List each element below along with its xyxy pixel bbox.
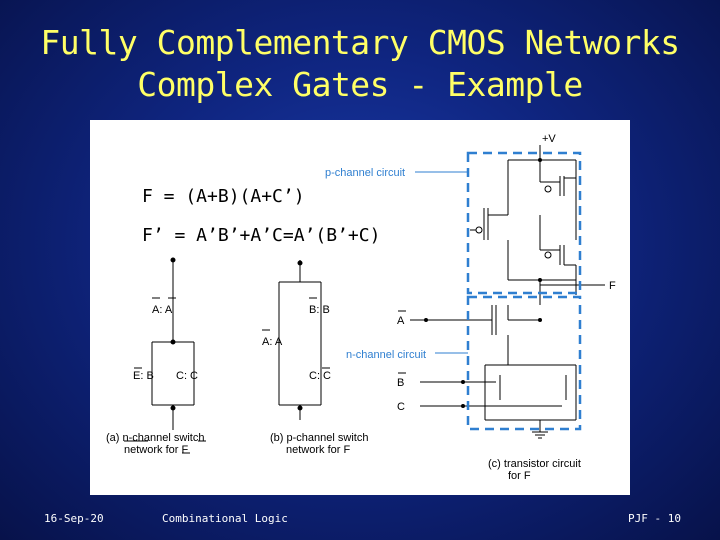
title-line-1: Fully Complementary CMOS Networks bbox=[40, 23, 680, 62]
n-switch-c-label: C: C bbox=[176, 370, 198, 382]
input-b-label: B bbox=[397, 377, 405, 389]
input-a-label: A bbox=[397, 315, 405, 327]
caption-a-line1: (a) n-channel switch bbox=[106, 432, 205, 444]
slide-title bbox=[0, 22, 720, 106]
p-channel-label: p-channel circuit bbox=[325, 167, 406, 179]
title-line-2: Complex Gates - Example bbox=[137, 65, 583, 104]
footer-date: 16-Sep-20 bbox=[44, 512, 104, 525]
n-switch-a-label: A: A bbox=[152, 304, 173, 316]
figure-panel bbox=[90, 120, 630, 495]
p-channel-box bbox=[468, 153, 580, 293]
caption-b-line1: (b) p-channel switch bbox=[270, 432, 369, 444]
p-switch-b-label: B: B bbox=[309, 304, 330, 316]
caption-c-line1: (c) transistor circuit bbox=[488, 458, 581, 470]
caption-c-line2: for F bbox=[508, 470, 531, 482]
caption-b-line2: network for F bbox=[286, 444, 351, 456]
circuit-junctions bbox=[424, 158, 542, 408]
n-switch-b-label: E: B bbox=[133, 370, 154, 382]
cmos-figure bbox=[90, 120, 630, 495]
p-switch-a-label: A: A bbox=[262, 336, 283, 348]
vplus-label: +V bbox=[542, 133, 556, 145]
caption-a-line2: network for F bbox=[124, 444, 189, 456]
transistor-circuit bbox=[410, 145, 605, 438]
input-c-label: C bbox=[397, 401, 405, 413]
equation-f: F = (A+B)(A+C’) bbox=[142, 186, 305, 207]
equation-f-prime: F’ = A’B’+A’C=A’(B’+C) bbox=[142, 225, 381, 246]
p-switch-c-label: C: C bbox=[309, 370, 331, 382]
n-channel-label: n-channel circuit bbox=[346, 349, 427, 361]
n-channel-switch-network bbox=[134, 258, 194, 430]
footer-page-number: PJF - 10 bbox=[628, 512, 681, 525]
output-f-label: F bbox=[609, 280, 616, 292]
footer-topic: Combinational Logic bbox=[162, 512, 288, 525]
